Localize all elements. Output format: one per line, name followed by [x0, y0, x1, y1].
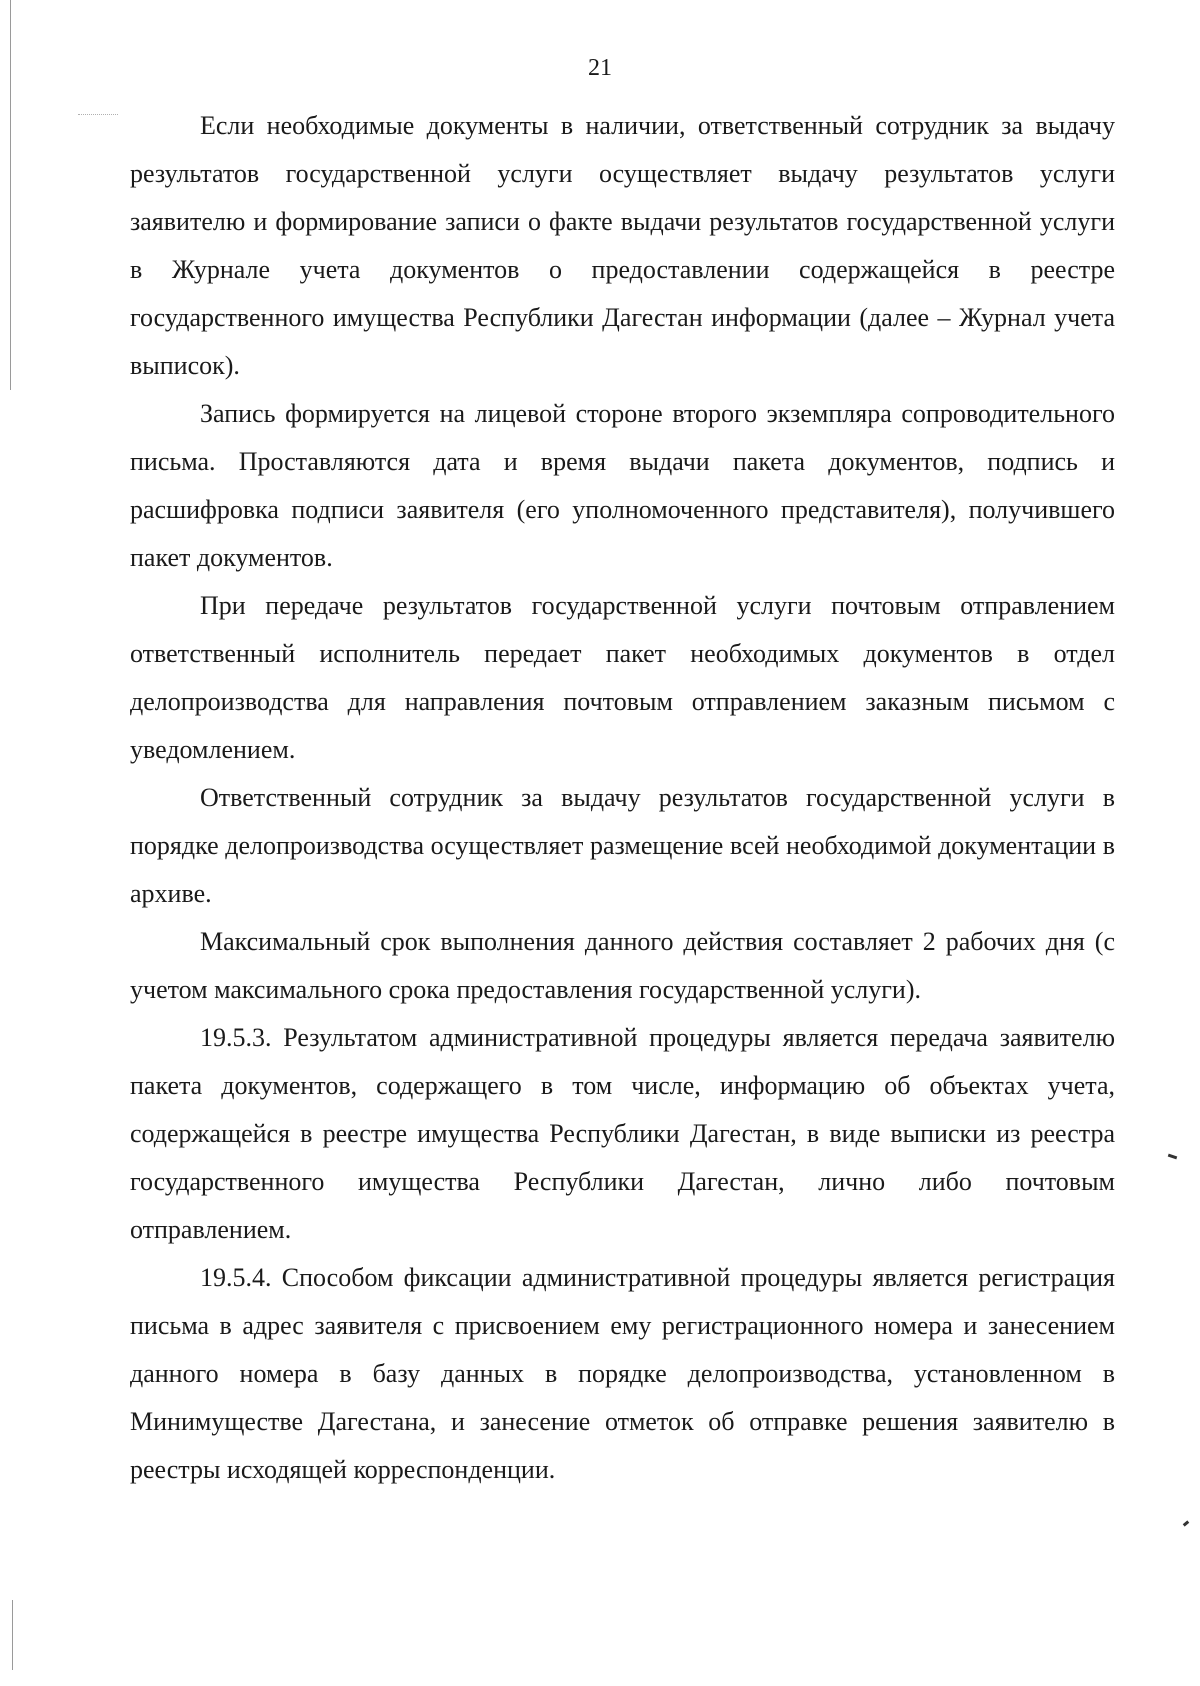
paragraph-19-5-3: 19.5.3. Результатом административной процедуры является передача заявителю пакета документов, содержащего в том числе, информацию об объектах учета, содержащейся в реестре имущества Республики Дагестан, в виде выписки из реестра государственного имущества Республики Дагестан, лично либо почтовым отправлением. — [130, 1023, 1115, 1244]
paragraph-19-5-4: 19.5.4. Способом фиксации административной процедуры является регистрация письма в адрес заявителя с присвоением ему регистрационного номера и занесением данного номера в базу данных в порядке делопроизводства, установленном в Минимуществе Дагестана, и занесение отметок об отправке решения заявителю в реестры исходящей корреспонденции. — [130, 1263, 1115, 1484]
page-number: 21 — [588, 55, 612, 81]
scan-artifact-dots — [78, 114, 118, 116]
paragraph-postal-delivery: При передаче результатов государственной услуги почтовым отправлением ответственный исполнитель передает пакет необходимых документов в отдел делопроизводства для направления почтовым отправлением заказным письмом с уведомлением. — [130, 591, 1115, 764]
paragraph-max-duration: Максимальный срок выполнения данного действия составляет 2 рабочих дня (с учетом максимального срока предоставления государственной услуги). — [130, 927, 1115, 1004]
scan-edge-line-bottom — [12, 1600, 13, 1670]
paragraph-results-issuance: Если необходимые документы в наличии, ответственный сотрудник за выдачу результатов государственной услуги осуществляет выдачу результатов услуги заявителю и формирование записи о факте выдачи результатов государственной услуги в Журнале учета документов о предоставлении содержащейся в реестре государственного имущества Республики Дагестан информации (далее – Журнал учета выписок). — [130, 111, 1115, 380]
scan-artifact-mark — [1183, 1520, 1190, 1526]
document-body — [130, 102, 1115, 1494]
paragraph-record-formation: Запись формируется на лицевой стороне второго экземпляра сопроводительного письма. Проставляются дата и время выдачи пакета документов, подпись и расшифровка подписи заявителя (его уполномоченного представителя), получившего пакет документов. — [130, 399, 1115, 572]
scan-artifact-mark — [1168, 1154, 1177, 1160]
paragraph-archive-placement: Ответственный сотрудник за выдачу результатов государственной услуги в порядке делопроизводства осуществляет размещение всей необходимой документации в архиве. — [130, 783, 1115, 908]
